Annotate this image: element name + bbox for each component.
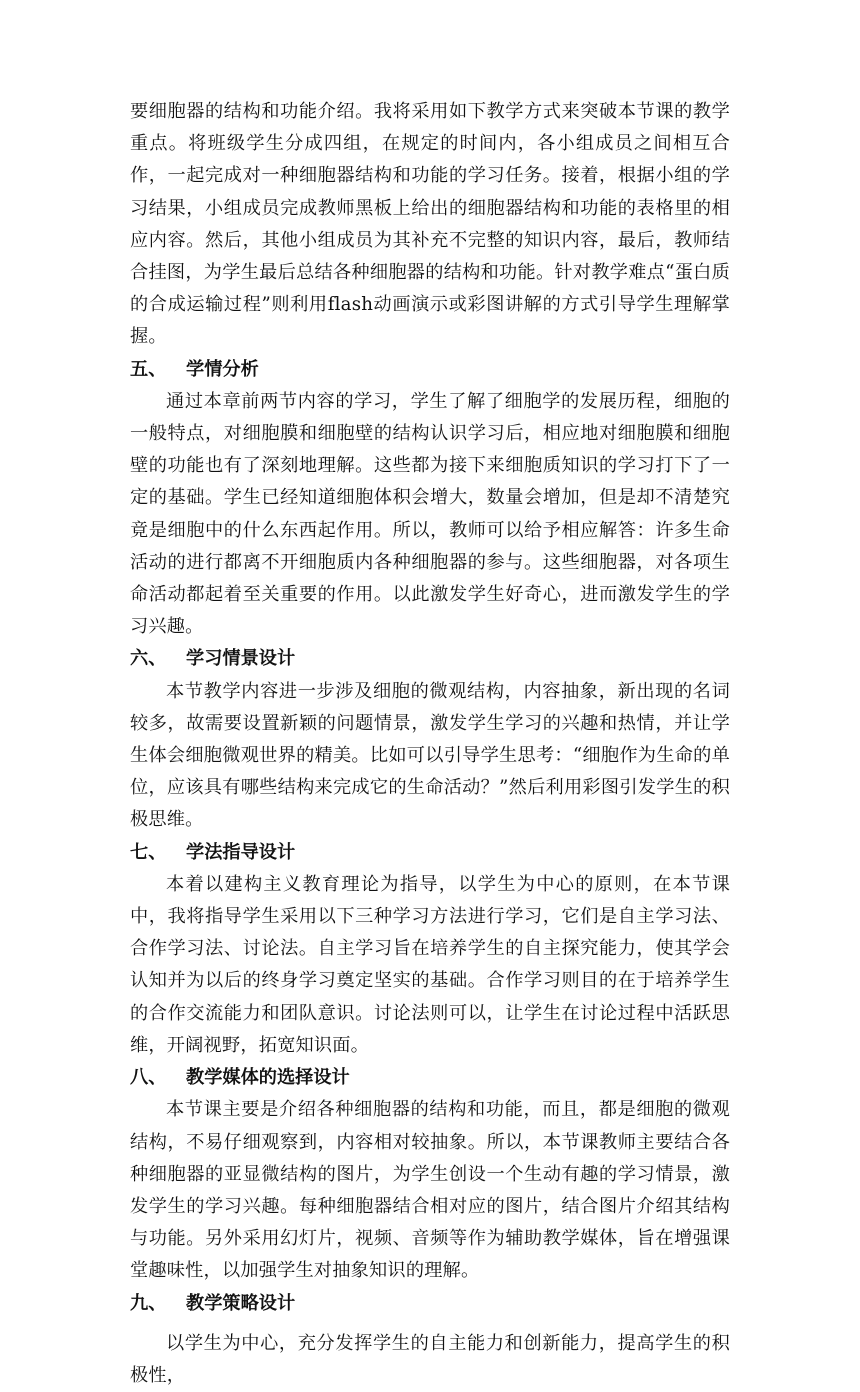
section-title: 学习情景设计 (186, 648, 296, 670)
section-number: 五、 (130, 358, 167, 380)
section-heading-7 (130, 837, 730, 869)
paragraph-learning-analysis: 通过本章前两节内容的学习，学生了解了细胞学的发展历程，细胞的一般特点，对细胞膜和细胞壁的结构认识学习后，相应地对细胞膜和细胞壁的功能也有了深刻地理解。这些都为接下来细胞质知识的学习打下了一定的基础。学生已经知道细胞体积会增大，数量会增加，但是却不清楚究竟是细胞中的什么东西起作用。所以，教师可以给予相应解答：许多生命活动的进行都离不开细胞质内各种细胞器的参与。这些细胞器，对各项生命活动都起着至关重要的作用。以此激发学生好奇心，进而激发学生的学习兴趣。 (130, 390, 730, 638)
document-page (130, 96, 730, 1392)
paragraph-study-method: 本着以建构主义教育理论为指导，以学生为中心的原则，在本节课中，我将指导学生采用以下三种学习方法进行学习，它们是自主学习法、合作学习法、讨论法。自主学习旨在培养学生的自主探究能力，使其学会认知并为以后的终身学习奠定坚实的基础。合作学习则目的在于培养学生的合作交流能力和团队意识。讨论法则可以，让学生在讨论过程中活跃思维，开阔视野，拓宽知识面。 (130, 873, 730, 1056)
section-number: 六、 (130, 648, 167, 670)
section-heading-5 (130, 354, 730, 386)
section-heading-9 (130, 1288, 730, 1320)
section-number: 九、 (130, 1292, 167, 1314)
section-number: 八、 (130, 1067, 167, 1089)
section-number: 七、 (130, 841, 167, 863)
section-heading-6 (130, 643, 730, 675)
section-title: 学情分析 (186, 358, 259, 380)
section-title: 学法指导设计 (186, 841, 296, 863)
section-title: 教学媒体的选择设计 (186, 1067, 350, 1089)
paragraph-teaching-media: 本节课主要是介绍各种细胞器的结构和功能，而且，都是细胞的微观结构，不易仔细观察到，内容相对较抽象。所以，本节课教师主要结合各种细胞器的亚显微结构的图片，为学生创设一个生动有趣的学习情景，激发学生的学习兴趣。每种细胞器结合相对应的图片，结合图片介绍其结构与功能。另外采用幻灯片，视频、音频等作为辅助教学媒体，旨在增强课堂趣味性，以加强学生对抽象知识的理解。 (130, 1099, 730, 1282)
paragraph-teaching-strategy: 以学生为中心，充分发挥学生的自主能力和创新能力，提高学生的积极性， (130, 1332, 730, 1386)
paragraph-continued: 要细胞器的结构和功能介绍。我将采用如下教学方式来突破本节课的教学重点。将班级学生分成四组，在规定的时间内，各小组成员之间相互合作，一起完成对一种细胞器结构和功能的学习任务。接着，根据小组的学习结果，小组成员完成教师黑板上给出的细胞器结构和功能的表格里的相应内容。然后，其他小组成员为其补充不完整的知识内容，最后，教师结合挂图，为学生最后总结各种细胞器的结构和功能。针对教学难点“蛋白质的合成运输过程”则利用flash动画演示或彩图讲解的方式引导学生理解掌握。 (130, 101, 730, 348)
paragraph-learning-scenario: 本节教学内容进一步涉及细胞的微观结构，内容抽象，新出现的名词较多，故需要设置新颖的问题情景，激发学生学习的兴趣和热情，并让学生体会细胞微观世界的精美。比如可以引导学生思考：“细胞作为生命的单位，应该具有哪些结构来完成它的生命活动？”然后利用彩图引发学生的积极思维。 (130, 680, 730, 831)
section-heading-8 (130, 1062, 730, 1094)
section-title: 教学策略设计 (186, 1292, 296, 1314)
